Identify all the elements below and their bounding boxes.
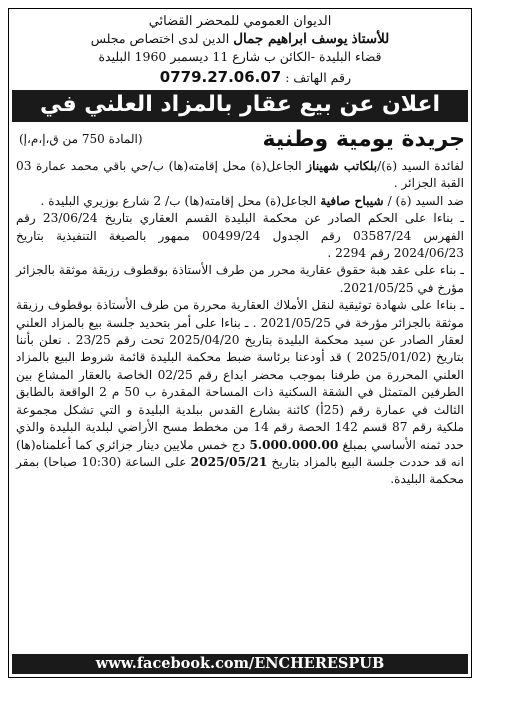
phone-line <box>9 67 471 88</box>
judgment-paragraph: ـ بناءا على الحكم الصادر عن محكمة البليدة القسم العقاري بتاريخ 23/06/24 رقم الفهرس 03587/24 رقم الجدول 00499/24 ممهور بالصيغة التنفيذية بتاريخ 2024/06/23 رقم 2294 . <box>16 211 464 261</box>
lawyer-name: يوسف ابراهيم جمال <box>233 31 348 47</box>
lawyer-suffix: الدين لدى اختصاص مجلس <box>90 31 230 46</box>
defendant-paragraph <box>16 193 464 210</box>
deed-paragraph: ـ بناء على عقد هبة حقوق عقارية محرر من طرف الأستاذة بوقطوف رزيقة موثقة بالجزائر مؤرخ في 2021/05/25. <box>16 263 464 295</box>
lawyer-line <box>15 30 465 48</box>
sale-time: على الساعة (10:30 صباحا) بمقر محكمة البليدة. <box>16 454 464 487</box>
beneficiary-label: لفائدة السيد (ة)/ <box>377 159 465 173</box>
price-words: دج خمس ملايين دينار جزائري كما أعلمناه(ها) انه قد حددت جلسة البيع بالمزاد بتاريخ <box>16 437 465 469</box>
article-reference: (المادة 750 من ق،إ،م،إ) <box>19 132 143 146</box>
defendant-address: الجاعل(ة) محل إقامته(ها) ب/ 2 شارع بوزيري البليدة . <box>40 193 317 208</box>
office-name: الديوان العمومي للمحضر القضائي <box>148 14 332 29</box>
office-address: قضاء البليدة -الكائن ب شارع 11 ديسمبر 1960 البليدة <box>98 49 382 64</box>
newspaper-title: جريدة يومية وطنية <box>262 126 465 152</box>
phone-number: 0779.27.06.07 <box>159 68 282 86</box>
lawyer-prefix: للأستاذ <box>351 31 390 47</box>
phone-label: رقم الهاتف : <box>285 70 351 85</box>
beneficiary-name: بلكاتب شهيناز <box>306 159 378 173</box>
base-price: 5.000.000.00 <box>249 437 339 452</box>
defendant-label: ضد السيد (ة) / <box>387 193 464 208</box>
legal-notice <box>8 8 472 678</box>
notice-title-banner: اعلان عن بيع عقار بالمزاد العلني في <box>12 90 468 122</box>
defendant-name: شيباح صافية <box>320 193 384 208</box>
beneficiary-paragraph <box>16 158 464 193</box>
certificate-paragraph <box>16 297 464 488</box>
subtitle-row <box>9 122 471 154</box>
beneficiary-address: الجاعل(ة) محل إقامته(ها) ب/حي باقي محمد عمارة 03 القبة الجزائر . <box>16 159 464 191</box>
notice-header <box>9 9 471 65</box>
footer-url[interactable]: www.facebook.com/ENCHERESPUB <box>12 654 468 674</box>
sale-date: 2025/05/21 <box>190 454 268 469</box>
certificate-text: ـ بناءا على شهادة توثيقية لنقل الأملاك العقارية محررة من طرف الأستاذة بوقطوف رزيقة موثقة بالجزائر مؤرخة في 2021/05/25 . ـ بناءا على أمر بتحديد جلسة بيع بالمزاد العلني لعقار الصادر عن سيد محكمة البليدة بتاريخ 2025/04/20 تحت رقم 23/25 . نعلن بأننا بتاريخ (2025/01/02 ) قد أودعنا برئاسة ضبط محكمة البليدة قائمة شروط البيع بالمزاد العلني المحررة من طرفنا بموجب محضر ايداع رقم 02/25 الخاصة بالعقار المشاع بين الطرفين المتمثل في الشقة السكنية ذات المساحة المقدرة ب 50 م 2 الواقعة بالطابق الثالث في عمارة رقم (25أ) كائنة بشارع القدس ببلدية البليدة و التي تشكل مجموعة ملكية رقم 87 قسم 142 الحصة رقم 14 من مخطط مسح الأراضي لبلدية البليدة والذي حدد ثمنه الأساسي بمبلغ <box>16 298 465 452</box>
notice-body <box>9 154 471 489</box>
